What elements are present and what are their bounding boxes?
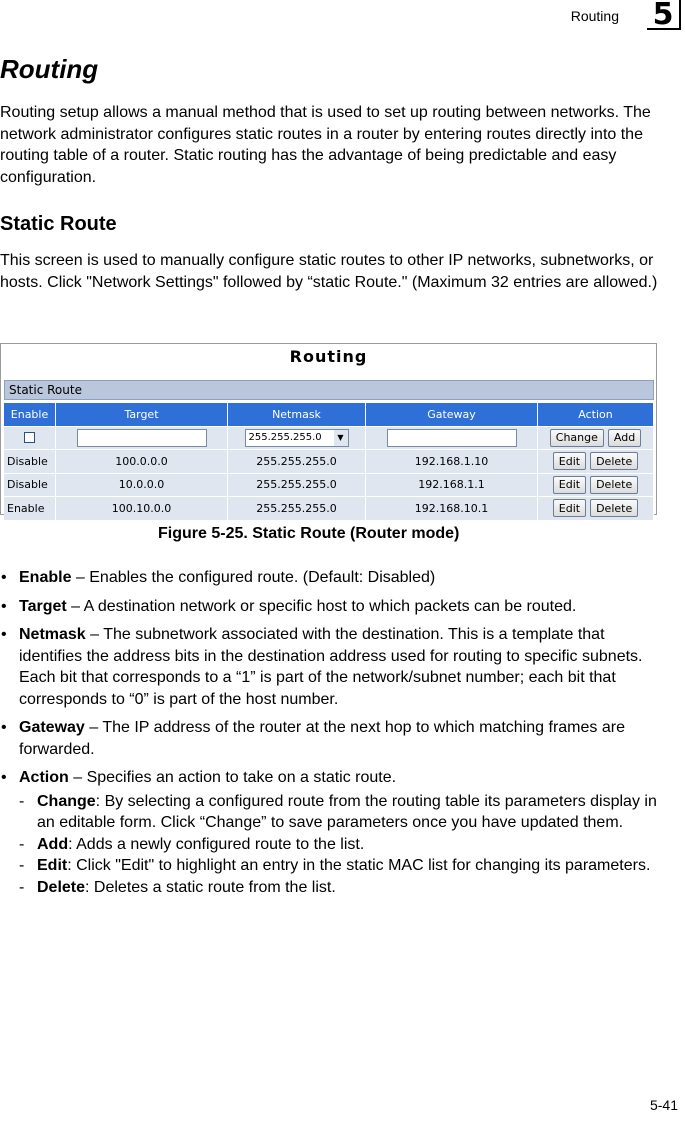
edit-button[interactable]: Edit [553, 476, 586, 494]
gateway-input[interactable] [387, 429, 517, 447]
target-input[interactable] [77, 429, 207, 447]
edit-button[interactable]: Edit [553, 499, 586, 517]
delete-button[interactable]: Delete [590, 452, 638, 470]
list-item: • Netmask – The subnetwork associated with the destination. This is a template that identifies the address bits in the destination address used for routing to specific subnets. Each bit that corresponds to a “1” is part of the network/subnet number; each bit that corresponds to “0” is part of the host number. [1, 626, 643, 708]
delete-button[interactable]: Delete [590, 499, 638, 517]
page-title: Routing [0, 54, 99, 84]
list-item: • Action – Specifies an action to take on a static route. [1, 769, 397, 786]
description: : By selecting a configured route from the routing table its parameters display in an editable form. Click “Change” to save parameters once you have updated them. [37, 792, 657, 831]
section-paragraph: This screen is used to manually configure static routes to other IP networks, subnetworks, or hosts. Click "Network Settings" followed by “static Route." (Maximum 32 entries are allowed.) [0, 252, 658, 291]
enable-cell: Enable [4, 497, 56, 521]
figure-caption: Figure 5-25. Static Route (Router mode) [158, 525, 460, 542]
enable-cell: Disable [4, 450, 56, 474]
term: Gateway [19, 719, 85, 736]
chapter-number: 5 [647, 0, 681, 30]
term: Action [19, 769, 69, 786]
gateway-cell: 192.168.1.10 [366, 450, 538, 474]
list-item: • Enable – Enables the configured route. (Default: Disabled) [1, 569, 436, 586]
intro-paragraph: Routing setup allows a manual method that is used to set up routing between networks. The network administrator configures static routes in a router by entering routes directly into the routing table of a router. Static routing has the advantage of being predictable and easy configuration. [0, 104, 651, 186]
list-item: • Gateway – The IP address of the router at the next hop to which matching frames are forwarded. [1, 719, 625, 758]
table-row [4, 474, 654, 498]
edit-button[interactable]: Edit [553, 452, 586, 470]
column-header: Gateway [366, 403, 538, 427]
list-item: • Target – A destination network or specific host to which packets can be routed. [1, 597, 577, 615]
column-header: Netmask [228, 403, 366, 427]
term: Add [37, 835, 69, 853]
column-header: Action [538, 403, 654, 427]
description: – Enables the configured route. (Default: Disabled) [71, 569, 436, 586]
static-route-figure [0, 343, 657, 515]
route-table [4, 403, 654, 521]
target-cell: 10.0.0.0 [56, 474, 228, 498]
description: : Click "Edit" to highlight an entry in the static MAC list for changing its parameters. [67, 857, 651, 874]
field-descriptions [0, 567, 660, 898]
figure-section-bar: Static Route [4, 380, 654, 400]
sub-list-item: - Edit: Click "Edit" to highlight an entry in the static MAC list for changing its parameters. [19, 857, 651, 874]
column-header: Target [56, 403, 228, 427]
figure-title: Routing [289, 347, 368, 366]
sub-list-item: - Add: Adds a newly configured route to the list. [19, 835, 365, 853]
term: Edit [37, 857, 68, 874]
sub-list-item: - Delete: Deletes a static route from the list. [19, 878, 336, 896]
section-heading: Static Route [0, 213, 117, 235]
target-cell: 100.10.0.0 [56, 497, 228, 521]
term: Target [19, 597, 67, 615]
term: Netmask [19, 626, 86, 643]
change-button[interactable]: Change [550, 429, 604, 447]
term: Enable [19, 569, 72, 586]
netmask-select[interactable] [245, 429, 349, 447]
add-button[interactable]: Add [608, 429, 641, 447]
input-row [4, 427, 654, 451]
table-row [4, 497, 654, 521]
column-header: Enable [4, 403, 56, 427]
target-cell: 100.0.0.0 [56, 450, 228, 474]
page-number: 5-41 [649, 1097, 678, 1113]
term: Delete [37, 878, 86, 896]
gateway-cell: 192.168.10.1 [366, 497, 538, 521]
description: – Specifies an action to take on a static route. [68, 769, 397, 786]
description: : Adds a newly configured route to the list. [68, 835, 365, 853]
description: – A destination network or specific host to which packets can be routed. [66, 597, 577, 615]
running-head: Routing [570, 8, 619, 24]
table-header-row [4, 403, 654, 427]
delete-button[interactable]: Delete [590, 476, 638, 494]
netmask-cell: 255.255.255.0 [228, 497, 366, 521]
netmask-cell: 255.255.255.0 [228, 474, 366, 498]
enable-checkbox[interactable] [24, 432, 35, 443]
description: – The IP address of the router at the next hop to which matching frames are forwarded. [19, 719, 625, 758]
sub-list-item: - Change: By selecting a configured route from the routing table its parameters display in an editable form. Click “Change” to save parameters once you have updated them. [19, 792, 657, 831]
description: : Deletes a static route from the list. [85, 878, 336, 896]
chevron-down-icon: ▼ [334, 430, 348, 446]
gateway-cell: 192.168.1.1 [366, 474, 538, 498]
netmask-cell: 255.255.255.0 [228, 450, 366, 474]
description: – The subnetwork associated with the destination. This is a template that identifies the address bits in the destination address used for routing to specific subnets. Each bit that corresponds to a “1” is part of the network/subnet number; each bit that corresponds to “0” is part of the host number. [19, 626, 643, 708]
table-row [4, 450, 654, 474]
netmask-value: 255.255.255.0 [248, 432, 322, 444]
term: Change [37, 792, 96, 810]
enable-cell: Disable [4, 474, 56, 498]
